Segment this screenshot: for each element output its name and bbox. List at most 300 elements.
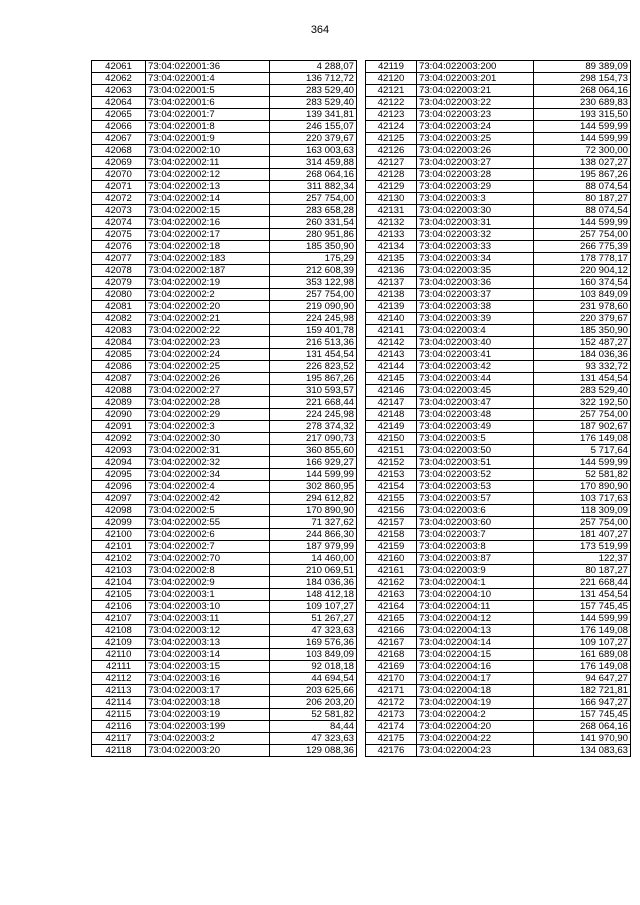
row-number-cell: 42126 — [366, 145, 417, 157]
table-row — [366, 733, 631, 745]
cadastral-number-cell: 73:04:022002:4 — [146, 481, 270, 493]
row-number-cell: 42163 — [366, 589, 417, 601]
amount-cell: 131 454,54 — [270, 349, 357, 361]
amount-cell: 152 487,27 — [534, 337, 631, 349]
cadastral-number-cell: 73:04:022002:187 — [146, 265, 270, 277]
amount-cell: 224 245,98 — [270, 409, 357, 421]
table-row — [92, 181, 357, 193]
cadastral-number-cell: 73:04:022003:34 — [417, 253, 534, 265]
row-number-cell: 42170 — [366, 673, 417, 685]
amount-cell: 187 979,99 — [270, 541, 357, 553]
row-number-cell: 42072 — [92, 193, 146, 205]
table-row — [92, 433, 357, 445]
cadastral-number-cell: 73:04:022003:53 — [417, 481, 534, 493]
row-number-cell: 42153 — [366, 469, 417, 481]
cadastral-number-cell: 73:04:022003:50 — [417, 445, 534, 457]
row-number-cell: 42134 — [366, 241, 417, 253]
amount-cell: 94 647,27 — [534, 673, 631, 685]
cadastral-number-cell: 73:04:022003:17 — [146, 685, 270, 697]
row-number-cell: 42175 — [366, 733, 417, 745]
amount-cell: 109 107,27 — [270, 601, 357, 613]
cadastral-number-cell: 73:04:022002:183 — [146, 253, 270, 265]
table-row — [92, 613, 357, 625]
amount-cell: 219 090,90 — [270, 301, 357, 313]
table-row — [92, 361, 357, 373]
cadastral-number-cell: 73:04:022003:4 — [417, 325, 534, 337]
cadastral-number-cell: 73:04:022003:35 — [417, 265, 534, 277]
row-number-cell: 42084 — [92, 337, 146, 349]
row-number-cell: 42141 — [366, 325, 417, 337]
amount-cell: 138 027,27 — [534, 157, 631, 169]
amount-cell: 181 407,27 — [534, 529, 631, 541]
table-row — [366, 469, 631, 481]
table-row — [92, 517, 357, 529]
row-number-cell: 42125 — [366, 133, 417, 145]
row-number-cell: 42109 — [92, 637, 146, 649]
table-row — [366, 685, 631, 697]
amount-cell: 257 754,00 — [534, 517, 631, 529]
table-row — [366, 157, 631, 169]
table-row — [366, 253, 631, 265]
cadastral-number-cell: 73:04:022003:9 — [417, 565, 534, 577]
row-number-cell: 42174 — [366, 721, 417, 733]
amount-cell: 257 754,00 — [270, 289, 357, 301]
table-row — [366, 421, 631, 433]
row-number-cell: 42066 — [92, 121, 146, 133]
cadastral-number-cell: 73:04:022001:9 — [146, 133, 270, 145]
table-row — [366, 349, 631, 361]
row-number-cell: 42112 — [92, 673, 146, 685]
amount-cell: 47 323,63 — [270, 733, 357, 745]
amount-cell: 14 460,00 — [270, 553, 357, 565]
row-number-cell: 42121 — [366, 85, 417, 97]
amount-cell: 5 717,64 — [534, 445, 631, 457]
amount-cell: 195 867,26 — [270, 373, 357, 385]
table-row — [366, 613, 631, 625]
row-number-cell: 42151 — [366, 445, 417, 457]
cadastral-number-cell: 73:04:022003:51 — [417, 457, 534, 469]
cadastral-number-cell: 73:04:022002:70 — [146, 553, 270, 565]
table-row — [366, 529, 631, 541]
amount-cell: 224 245,98 — [270, 313, 357, 325]
amount-cell: 89 389,09 — [534, 61, 631, 73]
amount-cell: 103 717,63 — [534, 493, 631, 505]
cadastral-number-cell: 73:04:022003:20 — [146, 745, 270, 757]
table-row — [366, 493, 631, 505]
table-row — [366, 277, 631, 289]
row-number-cell: 42166 — [366, 625, 417, 637]
cadastral-number-cell: 73:04:022001:5 — [146, 85, 270, 97]
amount-cell: 314 459,88 — [270, 157, 357, 169]
row-number-cell: 42139 — [366, 301, 417, 313]
table-row — [366, 301, 631, 313]
table-row — [92, 97, 357, 109]
amount-cell: 93 332,72 — [534, 361, 631, 373]
left-table-body — [92, 61, 357, 757]
row-number-cell: 42061 — [92, 61, 146, 73]
cadastral-number-cell: 73:04:022004:18 — [417, 685, 534, 697]
amount-cell: 185 350,90 — [270, 241, 357, 253]
row-number-cell: 42148 — [366, 409, 417, 421]
table-row — [366, 481, 631, 493]
row-number-cell: 42128 — [366, 169, 417, 181]
amount-cell: 144 599,99 — [534, 457, 631, 469]
cadastral-number-cell: 73:04:022001:7 — [146, 109, 270, 121]
row-number-cell: 42094 — [92, 457, 146, 469]
table-row — [366, 241, 631, 253]
row-number-cell: 42162 — [366, 577, 417, 589]
row-number-cell: 42129 — [366, 181, 417, 193]
row-number-cell: 42067 — [92, 133, 146, 145]
amount-cell: 144 599,99 — [270, 469, 357, 481]
table-row — [92, 145, 357, 157]
row-number-cell: 42118 — [92, 745, 146, 757]
amount-cell: 51 267,27 — [270, 613, 357, 625]
table-row — [366, 745, 631, 757]
row-number-cell: 42127 — [366, 157, 417, 169]
row-number-cell: 42119 — [366, 61, 417, 73]
table-row — [92, 265, 357, 277]
table-row — [92, 649, 357, 661]
table-row — [366, 649, 631, 661]
cadastral-number-cell: 73:04:022003:8 — [417, 541, 534, 553]
right-cadastral-table — [365, 60, 631, 757]
row-number-cell: 42136 — [366, 265, 417, 277]
cadastral-number-cell: 73:04:022002:3 — [146, 421, 270, 433]
cadastral-number-cell: 73:04:022002:11 — [146, 157, 270, 169]
amount-cell: 217 090,73 — [270, 433, 357, 445]
table-row — [92, 565, 357, 577]
cadastral-number-cell: 73:04:022002:42 — [146, 493, 270, 505]
row-number-cell: 42073 — [92, 205, 146, 217]
amount-cell: 266 775,39 — [534, 241, 631, 253]
amount-cell: 195 867,26 — [534, 169, 631, 181]
amount-cell: 141 970,90 — [534, 733, 631, 745]
cadastral-number-cell: 73:04:022004:19 — [417, 697, 534, 709]
table-row — [366, 205, 631, 217]
cadastral-number-cell: 73:04:022003:49 — [417, 421, 534, 433]
table-row — [92, 577, 357, 589]
amount-cell: 246 155,07 — [270, 121, 357, 133]
table-row — [366, 289, 631, 301]
cadastral-number-cell: 73:04:022003:199 — [146, 721, 270, 733]
table-row — [92, 481, 357, 493]
cadastral-number-cell: 73:04:022002:27 — [146, 385, 270, 397]
row-number-cell: 42132 — [366, 217, 417, 229]
table-row — [92, 385, 357, 397]
amount-cell: 144 599,99 — [534, 217, 631, 229]
amount-cell: 260 331,54 — [270, 217, 357, 229]
table-row — [366, 133, 631, 145]
cadastral-number-cell: 73:04:022003:37 — [417, 289, 534, 301]
amount-cell: 298 154,73 — [534, 73, 631, 85]
cadastral-number-cell: 73:04:022002:29 — [146, 409, 270, 421]
cadastral-number-cell: 73:04:022003:29 — [417, 181, 534, 193]
cadastral-number-cell: 73:04:022003:5 — [417, 433, 534, 445]
amount-cell: 176 149,08 — [534, 625, 631, 637]
table-row — [92, 373, 357, 385]
table-row — [92, 313, 357, 325]
amount-cell: 169 576,36 — [270, 637, 357, 649]
row-number-cell: 42102 — [92, 553, 146, 565]
amount-cell: 302 860,95 — [270, 481, 357, 493]
amount-cell: 294 612,82 — [270, 493, 357, 505]
table-row — [366, 457, 631, 469]
row-number-cell: 42138 — [366, 289, 417, 301]
amount-cell: 170 890,90 — [270, 505, 357, 517]
table-row — [92, 733, 357, 745]
row-number-cell: 42078 — [92, 265, 146, 277]
table-row — [366, 409, 631, 421]
amount-cell: 131 454,54 — [534, 589, 631, 601]
amount-cell: 131 454,54 — [534, 373, 631, 385]
cadastral-number-cell: 73:04:022003:6 — [417, 505, 534, 517]
amount-cell: 268 064,16 — [270, 169, 357, 181]
table-row — [366, 673, 631, 685]
cadastral-number-cell: 73:04:022004:13 — [417, 625, 534, 637]
amount-cell: 103 849,09 — [534, 289, 631, 301]
table-row — [92, 253, 357, 265]
row-number-cell: 42131 — [366, 205, 417, 217]
cadastral-number-cell: 73:04:022002:17 — [146, 229, 270, 241]
row-number-cell: 42144 — [366, 361, 417, 373]
row-number-cell: 42156 — [366, 505, 417, 517]
cadastral-number-cell: 73:04:022003:200 — [417, 61, 534, 73]
amount-cell: 182 721,81 — [534, 685, 631, 697]
table-row — [366, 193, 631, 205]
row-number-cell: 42168 — [366, 649, 417, 661]
amount-cell: 257 754,00 — [270, 193, 357, 205]
amount-cell: 230 689,83 — [534, 97, 631, 109]
table-row — [92, 157, 357, 169]
table-row — [366, 505, 631, 517]
table-row — [366, 337, 631, 349]
amount-cell: 175,29 — [270, 253, 357, 265]
amount-cell: 257 754,00 — [534, 229, 631, 241]
table-row — [92, 409, 357, 421]
cadastral-number-cell: 73:04:022003:40 — [417, 337, 534, 349]
row-number-cell: 42140 — [366, 313, 417, 325]
amount-cell: 161 689,08 — [534, 649, 631, 661]
row-number-cell: 42143 — [366, 349, 417, 361]
table-row — [92, 397, 357, 409]
row-number-cell: 42115 — [92, 709, 146, 721]
cadastral-number-cell: 73:04:022004:20 — [417, 721, 534, 733]
amount-cell: 231 978,60 — [534, 301, 631, 313]
cadastral-number-cell: 73:04:022003:48 — [417, 409, 534, 421]
row-number-cell: 42169 — [366, 661, 417, 673]
amount-cell: 268 064,16 — [534, 85, 631, 97]
row-number-cell: 42117 — [92, 733, 146, 745]
table-row — [92, 277, 357, 289]
row-number-cell: 42145 — [366, 373, 417, 385]
row-number-cell: 42176 — [366, 745, 417, 757]
table-row — [366, 661, 631, 673]
table-row — [92, 61, 357, 73]
cadastral-number-cell: 73:04:022003:33 — [417, 241, 534, 253]
table-row — [92, 133, 357, 145]
row-number-cell: 42064 — [92, 97, 146, 109]
row-number-cell: 42147 — [366, 397, 417, 409]
amount-cell: 134 083,63 — [534, 745, 631, 757]
table-row — [366, 121, 631, 133]
table-row — [366, 553, 631, 565]
cadastral-number-cell: 73:04:022003:57 — [417, 493, 534, 505]
table-row — [92, 601, 357, 613]
row-number-cell: 42111 — [92, 661, 146, 673]
right-table-body — [366, 61, 631, 757]
table-row — [366, 361, 631, 373]
amount-cell: 52 581,82 — [534, 469, 631, 481]
row-number-cell: 42157 — [366, 517, 417, 529]
table-row — [366, 517, 631, 529]
row-number-cell: 42172 — [366, 697, 417, 709]
amount-cell: 176 149,08 — [534, 433, 631, 445]
left-cadastral-table — [91, 60, 357, 757]
table-row — [92, 541, 357, 553]
table-row — [366, 313, 631, 325]
amount-cell: 166 947,27 — [534, 697, 631, 709]
amount-cell: 163 003,63 — [270, 145, 357, 157]
cadastral-number-cell: 73:04:022003:47 — [417, 397, 534, 409]
amount-cell: 220 379,67 — [270, 133, 357, 145]
cadastral-number-cell: 73:04:022002:20 — [146, 301, 270, 313]
row-number-cell: 42087 — [92, 373, 146, 385]
cadastral-number-cell: 73:04:022003:30 — [417, 205, 534, 217]
amount-cell: 184 036,36 — [270, 577, 357, 589]
table-row — [366, 697, 631, 709]
amount-cell: 220 904,12 — [534, 265, 631, 277]
row-number-cell: 42155 — [366, 493, 417, 505]
cadastral-number-cell: 73:04:022002:32 — [146, 457, 270, 469]
amount-cell: 170 890,90 — [534, 481, 631, 493]
row-number-cell: 42159 — [366, 541, 417, 553]
table-row — [92, 697, 357, 709]
cadastral-number-cell: 73:04:022004:11 — [417, 601, 534, 613]
row-number-cell: 42150 — [366, 433, 417, 445]
amount-cell: 193 315,50 — [534, 109, 631, 121]
table-row — [366, 73, 631, 85]
row-number-cell: 42063 — [92, 85, 146, 97]
table-row — [92, 121, 357, 133]
amount-cell: 129 088,36 — [270, 745, 357, 757]
amount-cell: 148 412,18 — [270, 589, 357, 601]
row-number-cell: 42167 — [366, 637, 417, 649]
table-row — [92, 193, 357, 205]
row-number-cell: 42106 — [92, 601, 146, 613]
row-number-cell: 42142 — [366, 337, 417, 349]
table-row — [92, 589, 357, 601]
row-number-cell: 42074 — [92, 217, 146, 229]
amount-cell: 80 187,27 — [534, 193, 631, 205]
amount-cell: 310 593,57 — [270, 385, 357, 397]
table-row — [366, 181, 631, 193]
table-row — [92, 205, 357, 217]
table-row — [366, 373, 631, 385]
cadastral-number-cell: 73:04:022002:24 — [146, 349, 270, 361]
row-number-cell: 42108 — [92, 625, 146, 637]
amount-cell: 88 074,54 — [534, 181, 631, 193]
amount-cell: 278 374,32 — [270, 421, 357, 433]
table-row — [92, 469, 357, 481]
table-row — [92, 529, 357, 541]
amount-cell: 216 513,36 — [270, 337, 357, 349]
amount-cell: 283 529,40 — [270, 85, 357, 97]
table-row — [92, 637, 357, 649]
cadastral-number-cell: 73:04:022003:28 — [417, 169, 534, 181]
table-row — [92, 493, 357, 505]
cadastral-number-cell: 73:04:022003:45 — [417, 385, 534, 397]
table-row — [92, 241, 357, 253]
row-number-cell: 42160 — [366, 553, 417, 565]
amount-cell: 184 036,36 — [534, 349, 631, 361]
row-number-cell: 42070 — [92, 169, 146, 181]
row-number-cell: 42146 — [366, 385, 417, 397]
cadastral-number-cell: 73:04:022002:6 — [146, 529, 270, 541]
cadastral-number-cell: 73:04:022002:10 — [146, 145, 270, 157]
cadastral-number-cell: 73:04:022002:7 — [146, 541, 270, 553]
cadastral-number-cell: 73:04:022004:16 — [417, 661, 534, 673]
amount-cell: 52 581,82 — [270, 709, 357, 721]
table-row — [92, 73, 357, 85]
cadastral-number-cell: 73:04:022002:16 — [146, 217, 270, 229]
cadastral-number-cell: 73:04:022003:60 — [417, 517, 534, 529]
row-number-cell: 42103 — [92, 565, 146, 577]
row-number-cell: 42133 — [366, 229, 417, 241]
cadastral-number-cell: 73:04:022002:18 — [146, 241, 270, 253]
cadastral-number-cell: 73:04:022004:10 — [417, 589, 534, 601]
amount-cell: 136 712,72 — [270, 73, 357, 85]
table-row — [92, 289, 357, 301]
amount-cell: 4 288,07 — [270, 61, 357, 73]
amount-cell: 268 064,16 — [534, 721, 631, 733]
cadastral-number-cell: 73:04:022004:15 — [417, 649, 534, 661]
table-row — [366, 61, 631, 73]
amount-cell: 176 149,08 — [534, 661, 631, 673]
amount-cell: 206 203,20 — [270, 697, 357, 709]
table-row — [366, 637, 631, 649]
table-row — [92, 673, 357, 685]
cadastral-number-cell: 73:04:022002:12 — [146, 169, 270, 181]
row-number-cell: 42076 — [92, 241, 146, 253]
amount-cell: 44 694,54 — [270, 673, 357, 685]
row-number-cell: 42135 — [366, 253, 417, 265]
row-number-cell: 42062 — [92, 73, 146, 85]
cadastral-number-cell: 73:04:022002:5 — [146, 505, 270, 517]
row-number-cell: 42161 — [366, 565, 417, 577]
row-number-cell: 42173 — [366, 709, 417, 721]
row-number-cell: 42152 — [366, 457, 417, 469]
table-row — [92, 85, 357, 97]
table-row — [92, 685, 357, 697]
row-number-cell: 42079 — [92, 277, 146, 289]
table-row — [366, 397, 631, 409]
table-row — [366, 445, 631, 457]
table-row — [366, 385, 631, 397]
row-number-cell: 42097 — [92, 493, 146, 505]
amount-cell: 311 882,34 — [270, 181, 357, 193]
row-number-cell: 42081 — [92, 301, 146, 313]
cadastral-number-cell: 73:04:022002:28 — [146, 397, 270, 409]
table-row — [366, 589, 631, 601]
cadastral-number-cell: 73:04:022002:19 — [146, 277, 270, 289]
table-row — [92, 301, 357, 313]
table-row — [366, 145, 631, 157]
cadastral-number-cell: 73:04:022002:2 — [146, 289, 270, 301]
row-number-cell: 42083 — [92, 325, 146, 337]
amount-cell: 166 929,27 — [270, 457, 357, 469]
cadastral-number-cell: 73:04:022003:7 — [417, 529, 534, 541]
